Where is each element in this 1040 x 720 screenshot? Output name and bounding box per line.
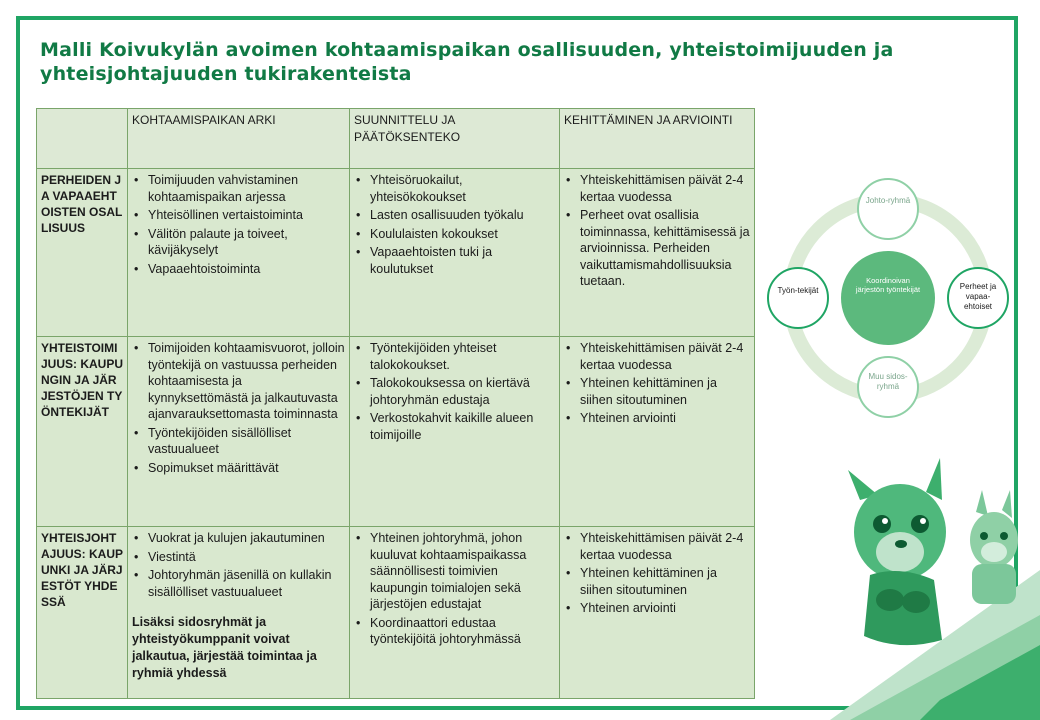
- table-cell: [560, 337, 755, 527]
- table-cell: [350, 527, 560, 699]
- table-cell: [128, 169, 350, 337]
- table-cell: [350, 169, 560, 337]
- list-item: • Lasten osallisuuden työkalu: [370, 207, 555, 224]
- list-item: • Yhteinen kehittäminen ja siihen sitoutuminen: [580, 565, 750, 598]
- cooperation-diagram: [760, 176, 1020, 436]
- table-row: [37, 527, 755, 699]
- list-item: • Perheet ovat osallisia toiminnassa, kehittämisessä ja arvioinnissa. Perheiden vaikuttamismahdollisuuksia tuetaan.: [580, 207, 750, 290]
- support-structure-table: [36, 108, 755, 699]
- row-header: YHTEISTOIMIJUUS: KAUPUNGIN JA JÄRJESTÖJEN TYÖNTEKIJÄT: [37, 337, 128, 527]
- list-item: • Yhteisöruokailut, yhteisökokoukset: [370, 172, 555, 205]
- list-item: • Koordinaattori edustaa työntekijöitä johtoryhmässä: [370, 615, 555, 648]
- list-item: • Koululaisten kokoukset: [370, 226, 555, 243]
- header-kehittaminen: KEHITTÄMINEN JA ARVIOINTI: [560, 109, 755, 169]
- header-arki: KOHTAAMISPAIKAN ARKI: [128, 109, 350, 169]
- table-cell: [560, 169, 755, 337]
- page-title: Malli Koivukylän avoimen kohtaamispaikan osallisuuden, yhteistoimijuuden ja yhteisjohtajuuden tukirakenteista: [40, 39, 894, 85]
- list-item: • Yhteiskehittämisen päivät 2-4 kertaa vuodessa: [580, 340, 750, 373]
- list-item: • Johtoryhmän jäsenillä on kullakin sisällölliset vastuualueet: [148, 567, 345, 600]
- list-item: • Yhteinen johtoryhmä, johon kuuluvat kohtaamispaikassa säännöllisesti toimivien kaupungin toimialojen sekä järjestöjen edustajat: [370, 530, 555, 613]
- table-row: [37, 337, 755, 527]
- list-item: • Välitön palaute ja toiveet, kävijäkyselyt: [148, 226, 345, 259]
- list-item: • Toimijuuden vahvistaminen kohtaamispaikan arjessa: [148, 172, 345, 205]
- squirrels-illustration: [830, 440, 1040, 720]
- list-item: • Yhteisöllinen vertaistoiminta: [148, 207, 345, 224]
- list-item: • Vapaaehtoistoiminta: [148, 261, 345, 278]
- table-header-row: [37, 109, 755, 169]
- list-item: • Verkostokahvit kaikille alueen toimijoille: [370, 410, 555, 443]
- list-item: • Talokokouksessa on kiertävä johtoryhmän edustaja: [370, 375, 555, 408]
- diagram-center-label: Koordinoivan järjestön työntekijät: [855, 276, 921, 294]
- diagram-bottom-label: Muu sidos-ryhmä: [868, 372, 908, 391]
- list-item: • Yhteinen arviointi: [580, 600, 750, 617]
- list-item: • Yhteiskehittämisen päivät 2-4 kertaa vuodessa: [580, 172, 750, 205]
- table-row: [37, 169, 755, 337]
- table-cell: [560, 527, 755, 699]
- list-item: • Sopimukset määrittävät: [148, 460, 345, 477]
- diagram-right-label: Perheet ja vapaa-ehtoiset: [959, 282, 997, 311]
- row-header: YHTEISJOHTAJUUS: KAUPUNKI JA JÄRJESTÖT YHDESSÄ: [37, 527, 128, 699]
- list-item: • Viestintä: [148, 549, 345, 566]
- list-item: • Työntekijöiden sisällölliset vastuualueet: [148, 425, 345, 458]
- list-item: • Työntekijöiden yhteiset talokokoukset.: [370, 340, 555, 373]
- list-item: • Yhteiskehittämisen päivät 2-4 kertaa vuodessa: [580, 530, 750, 563]
- diagram-left-label: Työn-tekijät: [777, 286, 819, 295]
- list-item: • Vapaaehtoisten tuki ja koulutukset: [370, 244, 555, 277]
- header-corner: [37, 109, 128, 169]
- extra-note: Lisäksi sidosryhmät ja yhteistyökumppanit voivat jalkautua, järjestää toimintaa ja ryhmiä yhdessä: [132, 615, 317, 680]
- header-suunnittelu: SUUNNITTELU JA PÄÄTÖKSENTEKO: [350, 109, 560, 169]
- diagram-top-label: Johto-ryhmä: [865, 196, 911, 205]
- row-header: PERHEIDEN JA VAPAAEHTOISTEN OSALLISUUS: [37, 169, 128, 337]
- table-cell: [128, 527, 350, 699]
- small-squirrel: [970, 490, 1018, 604]
- table-cell: [128, 337, 350, 527]
- big-squirrel: [848, 458, 946, 645]
- list-item: • Yhteinen arviointi: [580, 410, 750, 427]
- table-cell: [350, 337, 560, 527]
- list-item: • Vuokrat ja kulujen jakautuminen: [148, 530, 345, 547]
- list-item: • Yhteinen kehittäminen ja siihen sitoutuminen: [580, 375, 750, 408]
- list-item: • Toimijoiden kohtaamisvuorot, jolloin työntekijä on vastuussa perheiden kohtaamisesta ja kynnyksettömästä ja jalkautuvasta ajanvarauksettomasta toiminnasta: [148, 340, 345, 423]
